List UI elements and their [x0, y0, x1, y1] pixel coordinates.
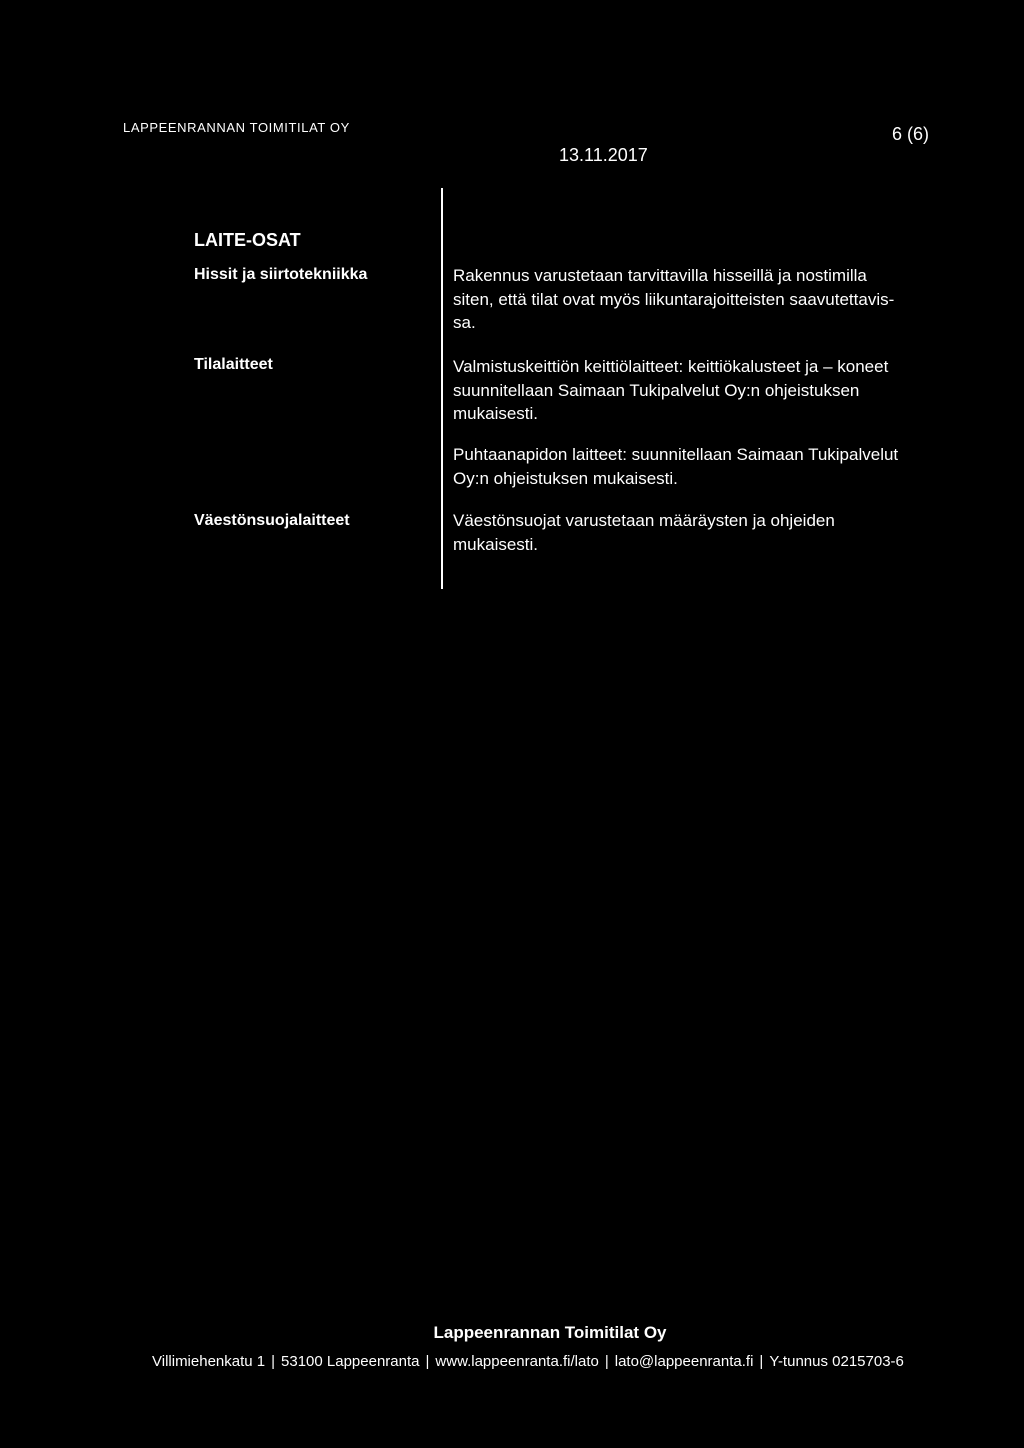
paragraph-line: Väestönsuojat varustetaan määräysten ja ohjeiden: [453, 511, 835, 530]
paragraph-hissit: [453, 264, 968, 335]
footer-separator: |: [759, 1353, 764, 1370]
footer-email-link[interactable]: lato@lappeenranta.fi: [614, 1353, 754, 1370]
footer-separator: |: [604, 1353, 609, 1370]
footer-company-name: Lappeenrannan Toimitilat Oy: [433, 1323, 667, 1342]
footer-separator: |: [425, 1353, 430, 1370]
label-hissit: Hissit ja siirtotekniikka: [194, 266, 368, 283]
paragraph-puhtaanapito: [453, 443, 968, 490]
paragraph-line: Rakennus varustetaan tarvittavilla hisseillä ja nostimilla: [453, 266, 867, 285]
paragraph-line: sa.: [453, 313, 476, 332]
section-heading: LAITE-OSAT: [194, 230, 301, 250]
paragraph-line: Valmistuskeittiön keittiölaitteet: keittiökalusteet ja – koneet: [453, 357, 889, 376]
footer-website-link[interactable]: www.lappeenranta.fi/lato: [435, 1353, 599, 1370]
footer-contact-line: [152, 1353, 904, 1370]
footer-business-id: Y-tunnus 0215703-6: [769, 1353, 904, 1370]
label-vaestonsuojalaitteet: Väestönsuojalaitteet: [194, 512, 350, 529]
paragraph-tilalaitteet: [453, 355, 968, 426]
document-date: 13.11.2017: [559, 145, 648, 165]
page-number: 6 (6): [892, 124, 930, 144]
paragraph-vaestonsuojalaitteet: [453, 509, 968, 556]
company-header: LAPPEENRANNAN TOIMITILAT OY: [123, 120, 350, 135]
footer-address: Villimiehenkatu 1: [152, 1353, 266, 1370]
label-tilalaitteet: Tilalaitteet: [194, 356, 273, 373]
footer-postal: 53100 Lappeenranta: [281, 1353, 420, 1370]
paragraph-line: Puhtaanapidon laitteet: suunnitellaan Saimaan Tukipalvelut: [453, 445, 899, 464]
column-divider: [441, 188, 443, 589]
paragraph-line: siten, että tilat ovat myös liikuntarajoitteisten saavutettavis-: [453, 289, 895, 309]
footer-separator: |: [271, 1353, 276, 1370]
paragraph-line: mukaisesti.: [453, 534, 539, 554]
paragraph-line: suunnitellaan Saimaan Tukipalvelut Oy:n ohjeistuksen: [453, 380, 860, 400]
paragraph-line: Oy:n ohjeistuksen mukaisesti.: [453, 468, 678, 488]
paragraph-line: mukaisesti.: [453, 404, 539, 423]
